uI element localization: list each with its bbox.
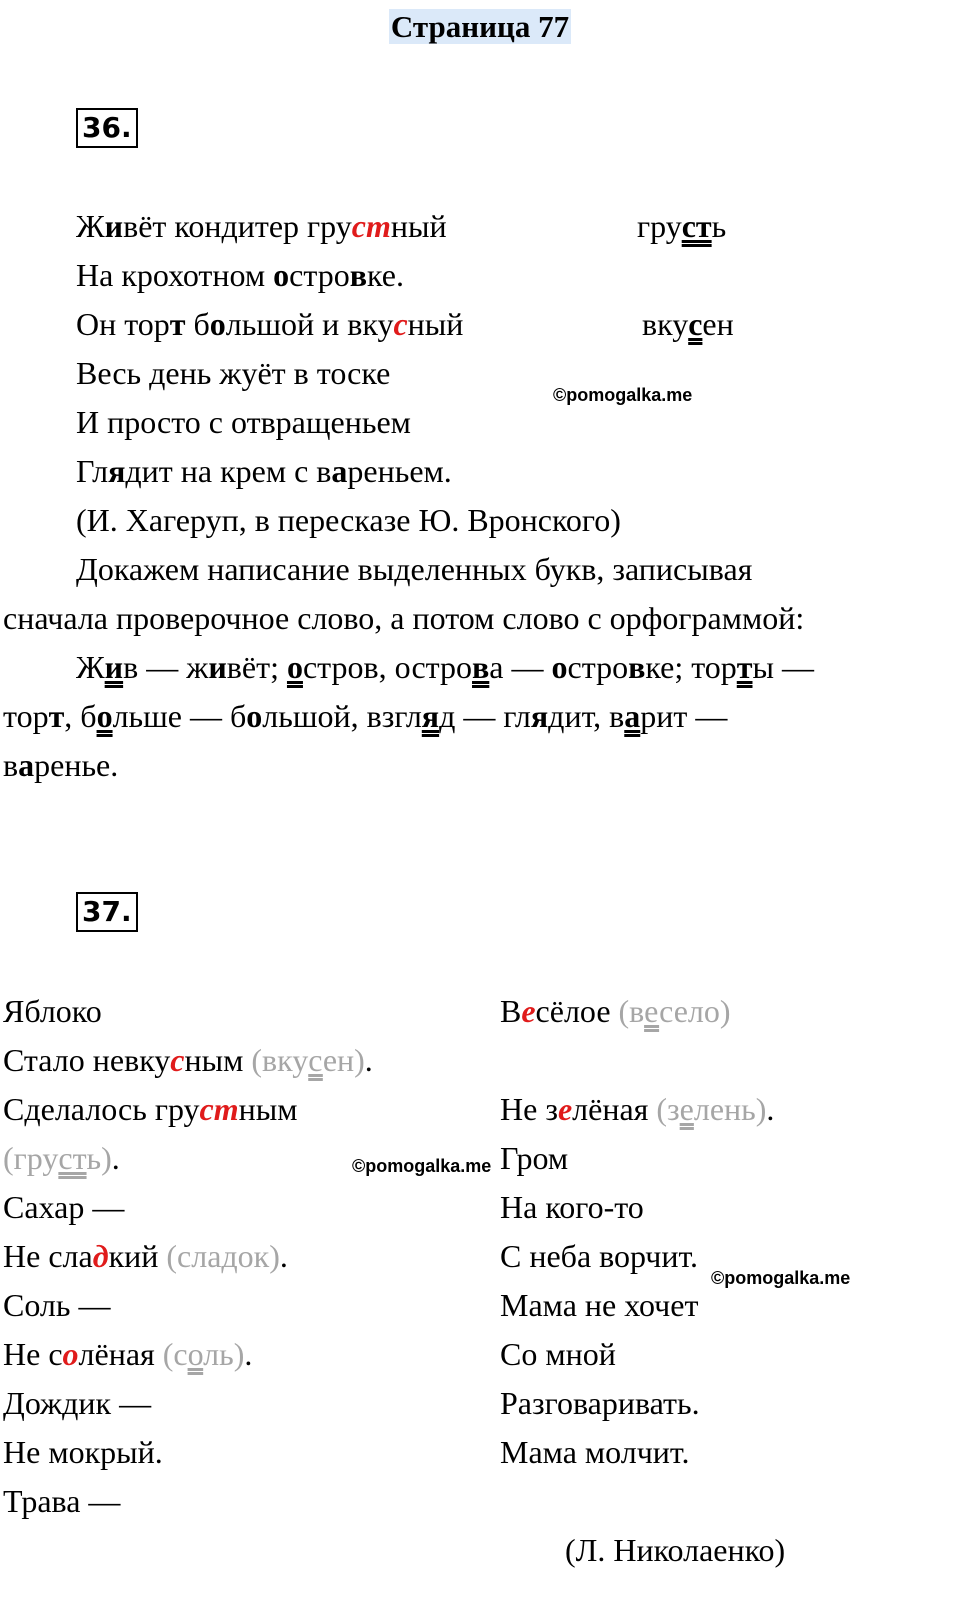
poem-line-4: Весь день жуёт в тоске — [76, 355, 391, 391]
left-line-8 — [3, 1330, 252, 1379]
underlined-letters: и — [104, 649, 124, 685]
right-line-2 — [500, 1085, 774, 1134]
text: В — [500, 993, 522, 1029]
highlight-letters: о — [62, 1336, 79, 1372]
underlined-letters: с — [688, 306, 703, 342]
text: . — [279, 1238, 288, 1274]
right-line-1 — [500, 987, 731, 1036]
text: рит — — [640, 698, 728, 734]
text: а — — [489, 649, 552, 685]
text: (в — [610, 993, 645, 1029]
check-word — [158, 1238, 280, 1274]
underlined-letters: я — [421, 698, 440, 734]
highlight-letters: с — [170, 1042, 185, 1078]
underlined-letters: т — [736, 649, 753, 685]
text: льшой и вку — [225, 306, 394, 342]
bold-letter: и — [208, 649, 227, 685]
text: ке; тор — [645, 649, 737, 685]
bold-letter: т — [169, 306, 186, 342]
text: дит, в — [548, 698, 625, 734]
highlight-letters: е — [557, 1091, 573, 1127]
text: кий — [108, 1238, 159, 1274]
left-line-4 — [3, 1134, 120, 1183]
exercise-number-36: 36. — [76, 108, 138, 148]
highlight-letters: е — [521, 993, 536, 1029]
text: сёлое — [535, 993, 611, 1029]
text: Стало невку — [3, 1042, 171, 1078]
text: ным — [238, 1091, 298, 1127]
text: . — [364, 1042, 373, 1078]
text: ке. — [367, 257, 404, 293]
answer-line-1 — [76, 643, 814, 692]
bold-letter: т — [48, 698, 65, 734]
text: . — [244, 1336, 253, 1372]
underlined-letters: с — [308, 1042, 323, 1078]
right-line-5: С неба ворчит. — [500, 1238, 699, 1274]
underlined-letters: о — [286, 649, 303, 685]
task-line-1: Докажем написание выделенных букв, записывая — [76, 551, 753, 587]
bold-letter: а — [331, 453, 348, 489]
text: (з — [648, 1091, 680, 1127]
left-line-7: Соль — — [3, 1287, 111, 1323]
left-line-9: Дождик — — [3, 1385, 152, 1421]
text: . — [766, 1091, 775, 1127]
answer-line-3 — [3, 741, 118, 790]
text: Он тор — [76, 306, 170, 342]
answer-line-2 — [3, 692, 727, 741]
text: ль) — [203, 1336, 245, 1372]
text: ным — [184, 1042, 244, 1078]
text: д — гл — [439, 698, 531, 734]
poem-line-2 — [76, 251, 404, 300]
text: , б — [64, 698, 97, 734]
check-word — [3, 1140, 112, 1176]
page-title-text: Страница 77 — [390, 9, 570, 44]
left-line-3 — [3, 1085, 298, 1134]
text: (с — [154, 1336, 188, 1372]
underlined-letters: в — [472, 649, 490, 685]
bold-letter: в — [628, 649, 646, 685]
text: лень) — [693, 1091, 767, 1127]
text: На крохотном — [76, 257, 274, 293]
bold-letter: и — [104, 208, 124, 244]
text: льше — б — [112, 698, 247, 734]
left-line-10: Не мокрый. — [3, 1434, 163, 1470]
underlined-letters: ст — [681, 208, 712, 244]
text: ный — [390, 208, 447, 244]
underlined-letters: о — [187, 1336, 204, 1372]
underlined-letters: д — [221, 1238, 238, 1274]
text: стро — [567, 649, 629, 685]
check-word — [243, 1042, 364, 1078]
text: реньем. — [347, 453, 452, 489]
underlined-letters: о — [96, 698, 113, 734]
underlined-letters: а — [624, 698, 641, 734]
check-word — [648, 1091, 766, 1127]
text: гру — [637, 208, 682, 244]
text: ный — [407, 306, 464, 342]
poem-line-6 — [76, 447, 452, 496]
text: Гл — [76, 453, 109, 489]
check-word-1 — [637, 202, 726, 251]
poem-author-37: (Л. Николаенко) — [565, 1532, 786, 1568]
text: ренье. — [34, 747, 119, 783]
bold-letter: о — [246, 698, 263, 734]
poem-line-5: И просто с отвращеньем — [76, 404, 411, 440]
exercise-number-37: 37. — [76, 892, 138, 932]
text: (сла — [158, 1238, 222, 1274]
text: стро — [289, 257, 350, 293]
text: лёная — [572, 1091, 649, 1127]
underlined-letters: е — [679, 1091, 694, 1127]
text: ь) — [86, 1140, 112, 1176]
text: дит на крем с в — [125, 453, 332, 489]
bold-letter: в — [349, 257, 368, 293]
left-line-6 — [3, 1232, 288, 1281]
underlined-letters: ст — [58, 1140, 87, 1176]
check-word — [611, 993, 731, 1029]
highlight-letters: с — [393, 306, 408, 342]
text: Ж — [76, 208, 105, 244]
bold-letter: о — [209, 306, 226, 342]
page-title — [0, 6, 960, 48]
bold-letter: я — [530, 698, 549, 734]
text: лёная — [78, 1336, 155, 1372]
highlight-letters: ст — [351, 208, 391, 244]
poem-line-1 — [76, 202, 447, 251]
text: село) — [659, 993, 731, 1029]
text: стров, остро — [302, 649, 473, 685]
text: тор — [3, 698, 49, 734]
task-line-2: сначала проверочное слово, а потом слово с орфограммой: — [3, 600, 805, 636]
left-line-11: Трава — — [3, 1483, 121, 1519]
text: (гру — [3, 1140, 59, 1176]
text: Ж — [76, 649, 105, 685]
text: (вку — [243, 1042, 309, 1078]
text: вёт; — [226, 649, 287, 685]
left-line-1: Яблоко — [3, 993, 102, 1029]
bold-letter: а — [18, 747, 35, 783]
bold-letter: о — [273, 257, 290, 293]
text: Не з — [500, 1091, 558, 1127]
text: ок) — [237, 1238, 280, 1274]
text: в — [3, 747, 19, 783]
text: льшой, взгл — [262, 698, 422, 734]
text: ен — [702, 306, 734, 342]
right-line-7: Со мной — [500, 1336, 616, 1372]
text: вёт кондитер гру — [123, 208, 352, 244]
poem-author: (И. Хагеруп, в пересказе Ю. Вронского) — [76, 502, 621, 538]
text: ы — — [752, 649, 814, 685]
text: вку — [642, 306, 689, 342]
bold-letter: о — [551, 649, 568, 685]
text: ен) — [322, 1042, 365, 1078]
right-line-3: Гром — [500, 1140, 569, 1176]
text: . — [111, 1140, 120, 1176]
poem-line-3 — [76, 300, 463, 349]
highlight-letters: ст — [199, 1091, 239, 1127]
text: в — ж — [123, 649, 209, 685]
left-line-2 — [3, 1036, 373, 1085]
highlight-letters: д — [92, 1238, 109, 1274]
bold-letter: я — [108, 453, 126, 489]
right-line-6: Мама не хочет — [500, 1287, 699, 1323]
right-line-9: Мама молчит. — [500, 1434, 690, 1470]
text: Сделалось гру — [3, 1091, 200, 1127]
check-word-2 — [642, 300, 734, 349]
text: Не сла — [3, 1238, 93, 1274]
left-line-5: Сахар — — [3, 1189, 125, 1225]
watermark: ©pomogalka.me — [352, 1156, 492, 1176]
right-line-8: Разговаривать. — [500, 1385, 700, 1421]
check-word — [155, 1336, 245, 1372]
text: Не с — [3, 1336, 63, 1372]
watermark: ©pomogalka.me — [711, 1268, 851, 1288]
watermark: ©pomogalka.me — [553, 385, 693, 405]
underlined-letters: е — [644, 993, 660, 1029]
text: ь — [711, 208, 727, 244]
text: б — [185, 306, 210, 342]
right-line-4: На кого-то — [500, 1189, 644, 1225]
